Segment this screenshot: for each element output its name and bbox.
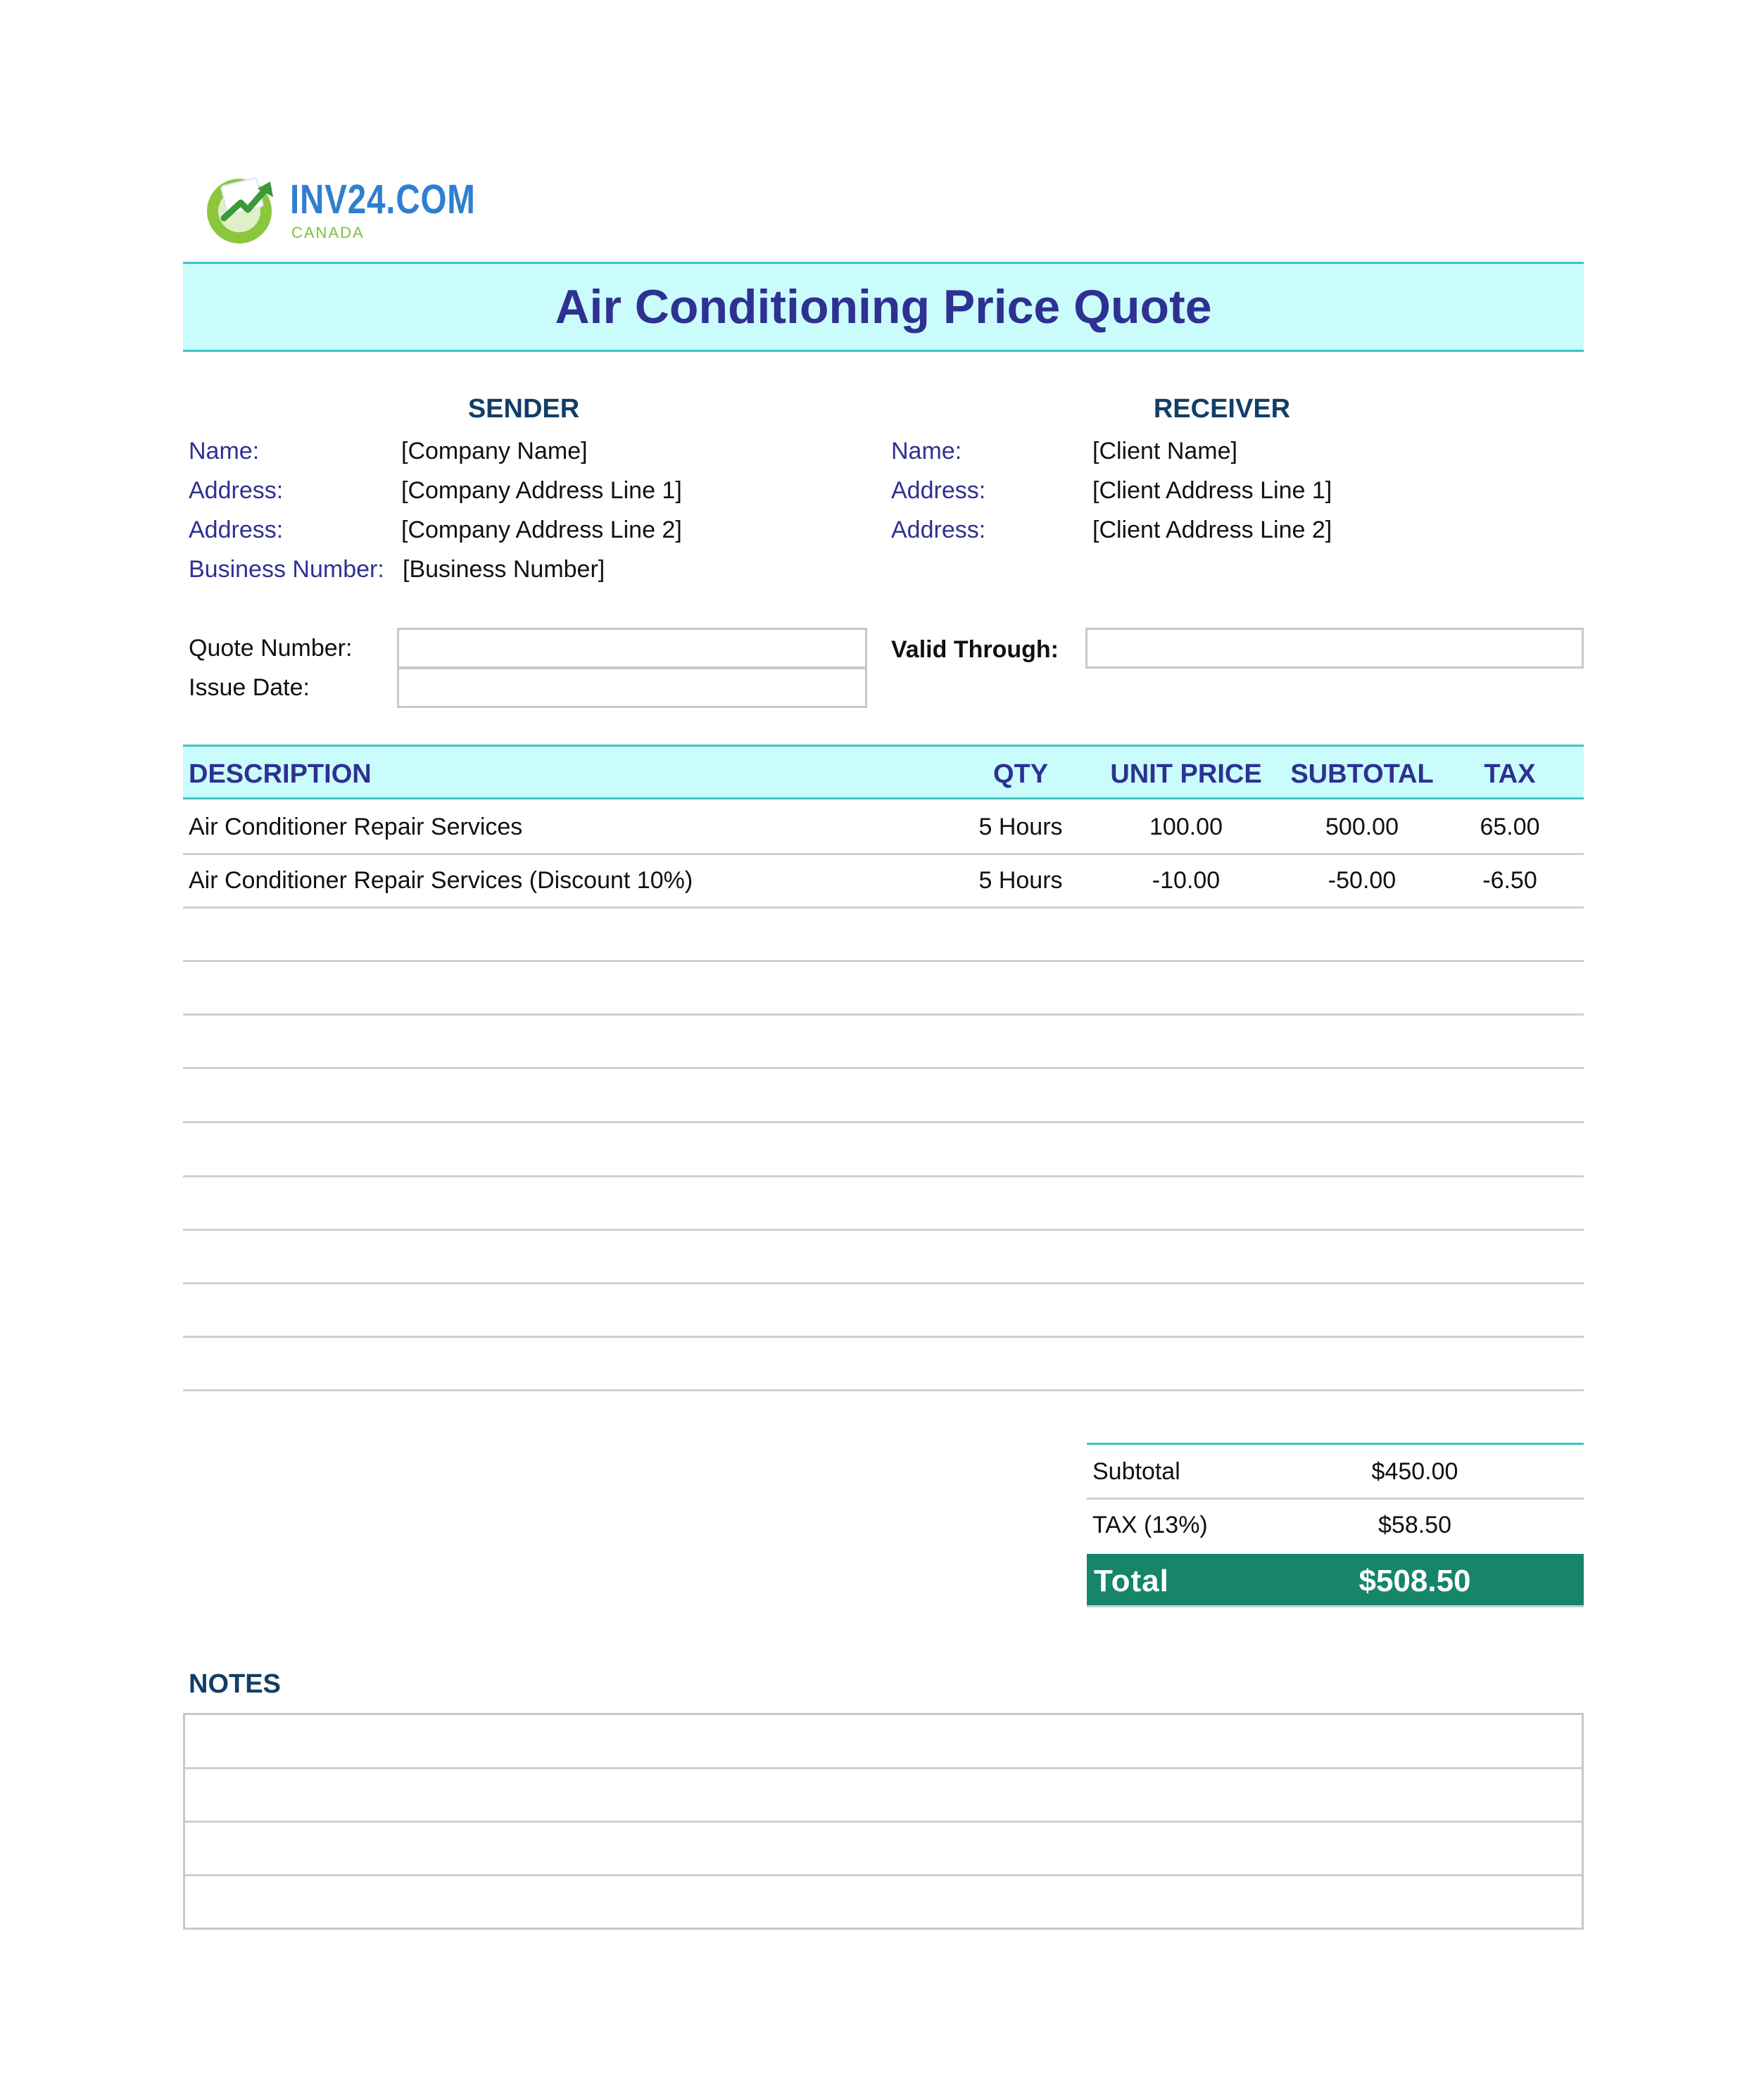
row1-tax[interactable]: 65.00: [1480, 814, 1540, 840]
receiver-address2-value[interactable]: [Client Address Line 2]: [1092, 517, 1332, 543]
table-row-divider: [183, 960, 1584, 962]
subtotal-label: Subtotal: [1092, 1458, 1180, 1485]
notes-box[interactable]: [183, 1713, 1584, 1930]
col-unit-price-header: UNIT PRICE: [1110, 759, 1262, 789]
valid-through-label: Valid Through:: [891, 636, 1059, 663]
totals-divider: [1087, 1498, 1584, 1500]
quote-number-field[interactable]: [397, 628, 867, 669]
issue-date-field[interactable]: [397, 667, 867, 708]
col-description-header: DESCRIPTION: [189, 759, 372, 789]
row2-tax[interactable]: -6.50: [1482, 867, 1537, 894]
col-subtotal-header: SUBTOTAL: [1290, 759, 1434, 789]
table-row-divider: [183, 1013, 1584, 1016]
row1-unit-price[interactable]: 100.00: [1149, 814, 1223, 840]
row2-qty[interactable]: 5 Hours: [978, 867, 1063, 894]
sender-business-number-label: Business Number:: [189, 556, 384, 583]
row2-subtotal[interactable]: -50.00: [1328, 867, 1397, 894]
sender-heading: SENDER: [467, 394, 580, 424]
document-title: Air Conditioning Price Quote: [555, 280, 1212, 334]
total-value: $508.50: [1358, 1564, 1471, 1598]
items-table-header: [183, 745, 1584, 799]
row2-description[interactable]: Air Conditioner Repair Services (Discount 10%): [189, 867, 693, 894]
logo-region: CANADA: [291, 224, 365, 241]
row1-subtotal[interactable]: 500.00: [1325, 814, 1399, 840]
col-qty-header: QTY: [992, 759, 1049, 789]
issue-date-label: Issue Date:: [189, 674, 310, 701]
table-row-divider: [183, 1282, 1584, 1284]
notes-line: [185, 1821, 1582, 1823]
table-row-divider: [183, 1336, 1584, 1338]
logo-wordmark: INV24.COM: [290, 177, 476, 222]
row1-qty[interactable]: 5 Hours: [978, 814, 1063, 840]
sender-business-number-value[interactable]: [Business Number]: [403, 556, 605, 583]
sender-address2-label: Address:: [189, 517, 284, 543]
sender-address2-value[interactable]: [Company Address Line 2]: [401, 517, 682, 543]
sender-address1-label: Address:: [189, 477, 284, 504]
tax-value: $58.50: [1378, 1512, 1451, 1538]
table-row-divider: [183, 906, 1584, 909]
title-band: [183, 262, 1584, 352]
logo-arrow-icon: [203, 169, 286, 246]
total-label: Total: [1094, 1564, 1169, 1598]
totals-top-border: [1087, 1443, 1584, 1445]
receiver-address2-label: Address:: [891, 517, 986, 543]
table-row-divider: [183, 1067, 1584, 1069]
notes-line: [185, 1767, 1582, 1769]
col-tax-header: TAX: [1484, 759, 1536, 789]
receiver-address1-label: Address:: [891, 477, 986, 504]
sender-name-label: Name:: [189, 438, 260, 464]
sender-address1-value[interactable]: [Company Address Line 1]: [401, 477, 682, 504]
receiver-address1-value[interactable]: [Client Address Line 1]: [1092, 477, 1332, 504]
total-bar: [1087, 1554, 1584, 1607]
receiver-name-label: Name:: [891, 438, 962, 464]
table-row-divider: [183, 1389, 1584, 1391]
receiver-name-value[interactable]: [Client Name]: [1092, 438, 1237, 464]
receiver-heading: RECEIVER: [1153, 394, 1291, 424]
row1-description[interactable]: Air Conditioner Repair Services: [189, 814, 523, 840]
row2-unit-price[interactable]: -10.00: [1152, 867, 1221, 894]
table-row-divider: [183, 1175, 1584, 1177]
sender-name-value[interactable]: [Company Name]: [401, 438, 588, 464]
notes-heading: NOTES: [189, 1669, 281, 1699]
table-row-divider: [183, 1229, 1584, 1231]
table-row-divider: [183, 853, 1584, 855]
quote-number-label: Quote Number:: [189, 635, 353, 662]
valid-through-field[interactable]: [1085, 628, 1584, 669]
notes-line: [185, 1874, 1582, 1876]
tax-label: TAX (13%): [1092, 1512, 1208, 1538]
table-row-divider: [183, 1121, 1584, 1123]
subtotal-value: $450.00: [1371, 1458, 1458, 1485]
company-logo: [203, 169, 476, 246]
